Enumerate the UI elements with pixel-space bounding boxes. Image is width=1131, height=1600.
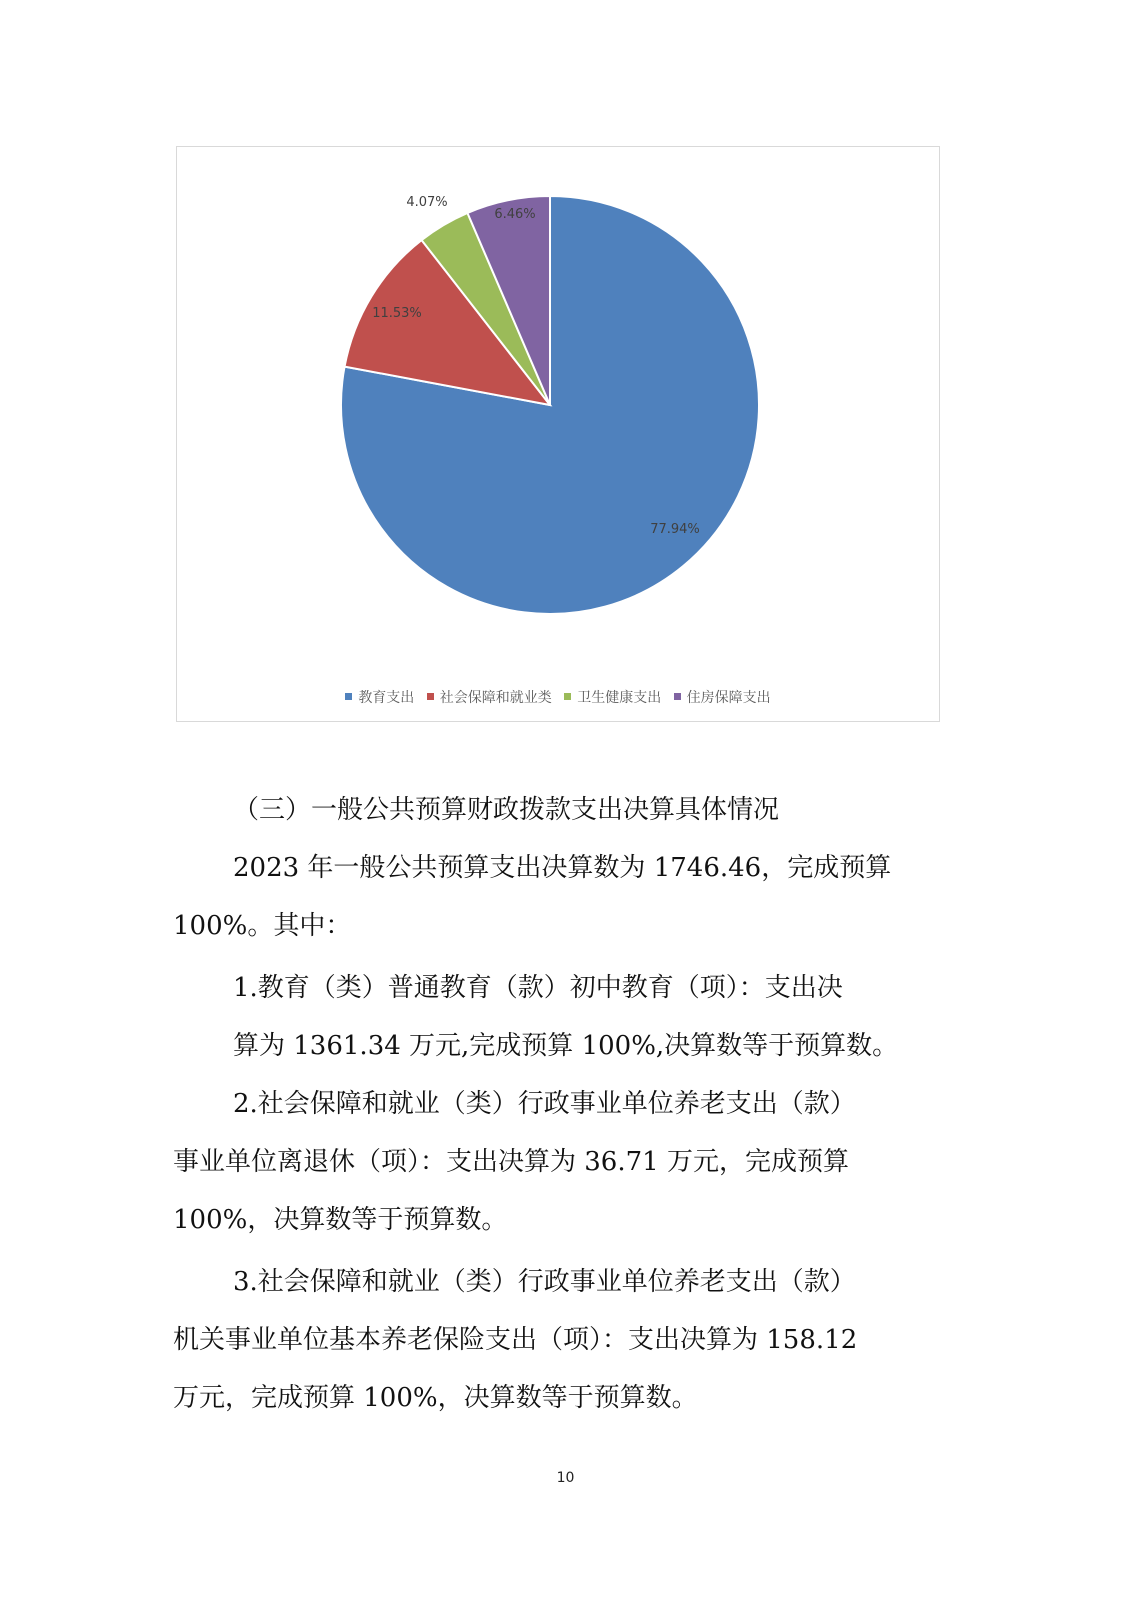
- legend-swatch-social-security: [427, 693, 434, 700]
- paragraph-intro-line-1: 2023 年一般公共预算支出决算数为 1746.46，完成预算: [233, 853, 892, 883]
- legend-item-health: [564, 687, 661, 707]
- legend-swatch-housing: [674, 693, 681, 700]
- item3-line-2: 机关事业单位基本养老保险支出（项）：支出决算为 158.12: [173, 1325, 858, 1355]
- item3-line-1: 3.社会保障和就业（类）行政事业单位养老支出（款）: [233, 1267, 856, 1297]
- item2-line-1: 2.社会保障和就业（类）行政事业单位养老支出（款）: [233, 1089, 856, 1119]
- pie-chart: [177, 147, 941, 723]
- paragraph-intro-line-2: 100%。其中：: [173, 911, 352, 941]
- chart-legend: [177, 687, 939, 707]
- legend-label-education: 教育支出: [358, 690, 415, 706]
- legend-label-housing: 住房保障支出: [686, 690, 771, 706]
- page-number: 10: [556, 1470, 575, 1486]
- legend-label-health: 卫生健康支出: [577, 690, 662, 706]
- legend-swatch-health: [564, 693, 571, 700]
- item2-line-3: 100%，决算数等于预算数。: [173, 1205, 508, 1235]
- item1-line-2: 算为 1361.34 万元,完成预算 100%,决算数等于预算数。: [233, 1031, 899, 1061]
- data-label-social-security: 11.53%: [372, 306, 422, 321]
- legend-item-housing: [674, 687, 771, 707]
- legend-label-social-security: 社会保障和就业类: [439, 690, 552, 706]
- item2-line-2: 事业单位离退休（项）：支出决算为 36.71 万元，完成预算: [173, 1147, 849, 1177]
- legend-swatch-education: [345, 693, 352, 700]
- data-label-health: 4.07%: [406, 195, 448, 210]
- section-heading: （三）一般公共预算财政拨款支出决算具体情况: [233, 795, 780, 825]
- data-label-education: 77.94%: [650, 522, 700, 537]
- legend-item-social-security: [427, 687, 552, 707]
- item3-line-3: 万元，完成预算 100%，决算数等于预算数。: [173, 1383, 698, 1413]
- pie-chart-frame: [176, 146, 940, 722]
- data-label-housing: 6.46%: [494, 207, 536, 222]
- item1-line-1: 1.教育（类）普通教育（款）初中教育（项）：支出决: [233, 973, 843, 1003]
- body-text: [173, 781, 963, 1427]
- legend-item-education: [345, 687, 414, 707]
